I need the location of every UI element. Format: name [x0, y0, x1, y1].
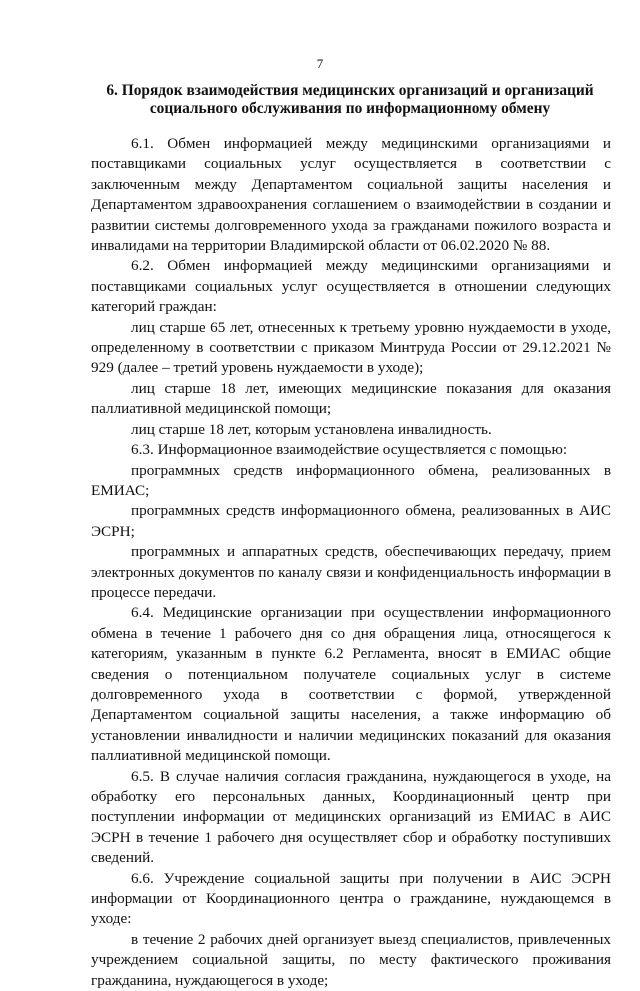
list-item-category-65: лиц старше 65 лет, отнесенных к третьему уровню нуждаемости в уходе, определенному в соответствии с приказом Минтруда России от 29.12.2021 № 929 (далее – третий уровень нуждаемости в уходе);: [91, 318, 611, 377]
list-item-category-palliative: лиц старше 18 лет, имеющих медицинские показания для оказания паллиативной медицинской помощи;: [91, 379, 611, 418]
paragraph-6-6: 6.6. Учреждение социальной защиты при получении в АИС ЭСРН информации от Координационного центра о гражданине, нуждающемся в уходе:: [91, 869, 611, 928]
paragraph-6-5: 6.5. В случае наличия согласия гражданина, нуждающегося в уходе, на обработку его персональных данных, Координационный центр при поступлении информации от медицинских организаций из ЕМИАС в АИС ЭСРН в течение 1 рабочего дня осуществляет сбор и обработку поступивших сведений.: [91, 767, 611, 867]
document-body: [91, 134, 611, 991]
list-item-ais-esrn: программных средств информационного обмена, реализованных в АИС ЭСРН;: [91, 502, 611, 540]
paragraph-6-3: 6.3. Информационное взаимодействие осуществляется с помощью:: [131, 441, 568, 459]
section-title: 6. Порядок взаимодействия медицинских организаций и организаций социального обслуживания по информационному обмену: [106, 82, 594, 117]
list-item-specialist-visit: в течение 2 рабочих дней организует выезд специалистов, привлеченных учреждением социальной защиты, по месту фактического проживания гражданина, нуждающегося в уходе;: [91, 930, 611, 989]
paragraph-6-1: 6.1. Обмен информацией между медицинскими организациями и поставщиками социальных услуг осуществляется в соответствии с заключенным между Департаментом социальной защиты населения и Департаментом здравоохранения соглашением о взаимодействии в создании и развитии системы долговременного ухода за гражданами пожилого возраста и инвалидами на территории Владимирской области от 06.02.2020 № 88.: [91, 135, 611, 255]
page-number: 7: [316, 56, 324, 71]
list-item-hardware-software: программных и аппаратных средств, обеспечивающих передачу, прием электронных документов по каналу связи и конфиденциальность информации в процессе передачи.: [91, 543, 611, 601]
list-item-emias: программных средств информационного обмена, реализованных в ЕМИАС;: [91, 461, 611, 499]
list-item-category-disability: лиц старше 18 лет, которым установлена инвалидность.: [131, 420, 492, 438]
paragraph-6-4: 6.4. Медицинские организации при осуществлении информационного обмена в течение 1 рабочего дня со дня обращения лица, относящегося к категориям, указанным в пункте 6.2 Регламента, вносят в ЕМИАС общие сведения о потенциальном получателе социальных услуг в системе долговременного ухода в соответствии с формой, утвержденной Департаментом социальной защиты населения, а также информацию об установлении инвалидности и наличии медицинских показаний для оказания паллиативной медицинской помощи.: [91, 604, 611, 765]
paragraph-6-2: 6.2. Обмен информацией между медицинскими организациями и поставщиками социальных услуг осуществляется в отношении следующих категорий граждан:: [91, 257, 611, 316]
